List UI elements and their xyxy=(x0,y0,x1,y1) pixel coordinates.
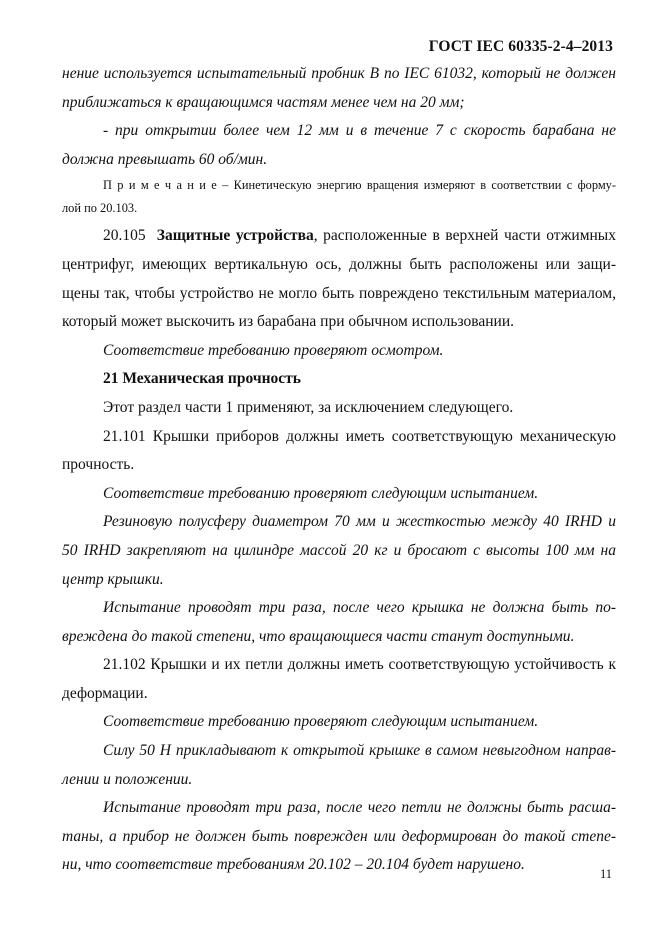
compliance-line: Соответствие требованию проверяют следующим испытанием. xyxy=(103,484,539,502)
text-line: Испытание проводят три раза, после чего петли не должны быть расша- xyxy=(103,799,616,817)
text-line: Испытание проводят три раза, после чего крышка не должна быть по- xyxy=(103,599,616,617)
text-line: Этот раздел части 1 применяют, за исключением следующего. xyxy=(103,398,514,416)
text-line: прочность. xyxy=(62,456,135,474)
text-line: таны, а прибор не должен быть поврежден или деформирован до такой степе- xyxy=(62,827,616,845)
note-line: П р и м е ч а н и е – Кинетическую энергию вращения измеряют в соответствии с форму- xyxy=(103,178,616,193)
clause-line xyxy=(62,222,616,251)
text-line: щены так, чтобы устройство не могло быть повреждено текстильным материалом, xyxy=(62,284,616,302)
section-heading: 21 Механическая прочность xyxy=(103,370,301,388)
text-line: который может выскочить из барабана при обычном использовании. xyxy=(62,313,515,331)
text-line: центрифуг, имеющих вертикальную ось, должны быть расположены или защи- xyxy=(62,255,616,273)
text-line: вреждена до такой степени, что вращающиеся части станут доступными. xyxy=(62,627,575,645)
clause-number: 20.105 xyxy=(103,227,146,245)
text-line: нение используется испытательный пробник В по IEC 61032, который не должен xyxy=(62,65,616,82)
text-line: Силу 50 Н прикладывают к открытой крышке в самом невыгодном направ- xyxy=(103,742,616,760)
text-line: деформации. xyxy=(62,684,148,702)
text-line: Резиновую полусферу диаметром 70 мм и жесткостью между 40 IRHD и xyxy=(103,513,616,531)
text-line: должна превышать 60 об/мин. xyxy=(62,150,268,168)
page-body xyxy=(62,60,616,880)
clause-text: , расположенные в верхней части отжимных xyxy=(313,227,616,245)
compliance-line: Соответствие требованию проверяют осмотром. xyxy=(103,341,444,359)
page-header: ГОСТ IEC 60335-2-4–2013 xyxy=(428,38,613,55)
compliance-line: Соответствие требованию проверяют следующим испытанием. xyxy=(103,713,539,731)
text-line: 21.102 Крышки и их петли должны иметь соответствующую устойчивость к xyxy=(103,656,616,674)
note-line: лой по 20.103. xyxy=(62,201,138,216)
text-line: 21.101 Крышки приборов должны иметь соответствующую механическую xyxy=(103,427,616,445)
page-number: 11 xyxy=(599,867,612,881)
text-line: лении и положении. xyxy=(62,770,193,788)
text-line: - при открытии более чем 12 мм и в течение 7 с скорость барабана не xyxy=(103,122,616,140)
clause-title: Защитные устройства xyxy=(156,227,314,245)
text-line: центр крышки. xyxy=(62,570,164,588)
text-line: ни, что соответствие требованиям 20.102 – 20.104 будет нарушено. xyxy=(62,856,525,874)
text-line: приближаться к вращающимся частям менее чем на 20 мм; xyxy=(62,93,465,111)
text-line: 50 IRHD закрепляют на цилиндре массой 20 кг и бросают с высоты 100 мм на xyxy=(62,541,616,559)
